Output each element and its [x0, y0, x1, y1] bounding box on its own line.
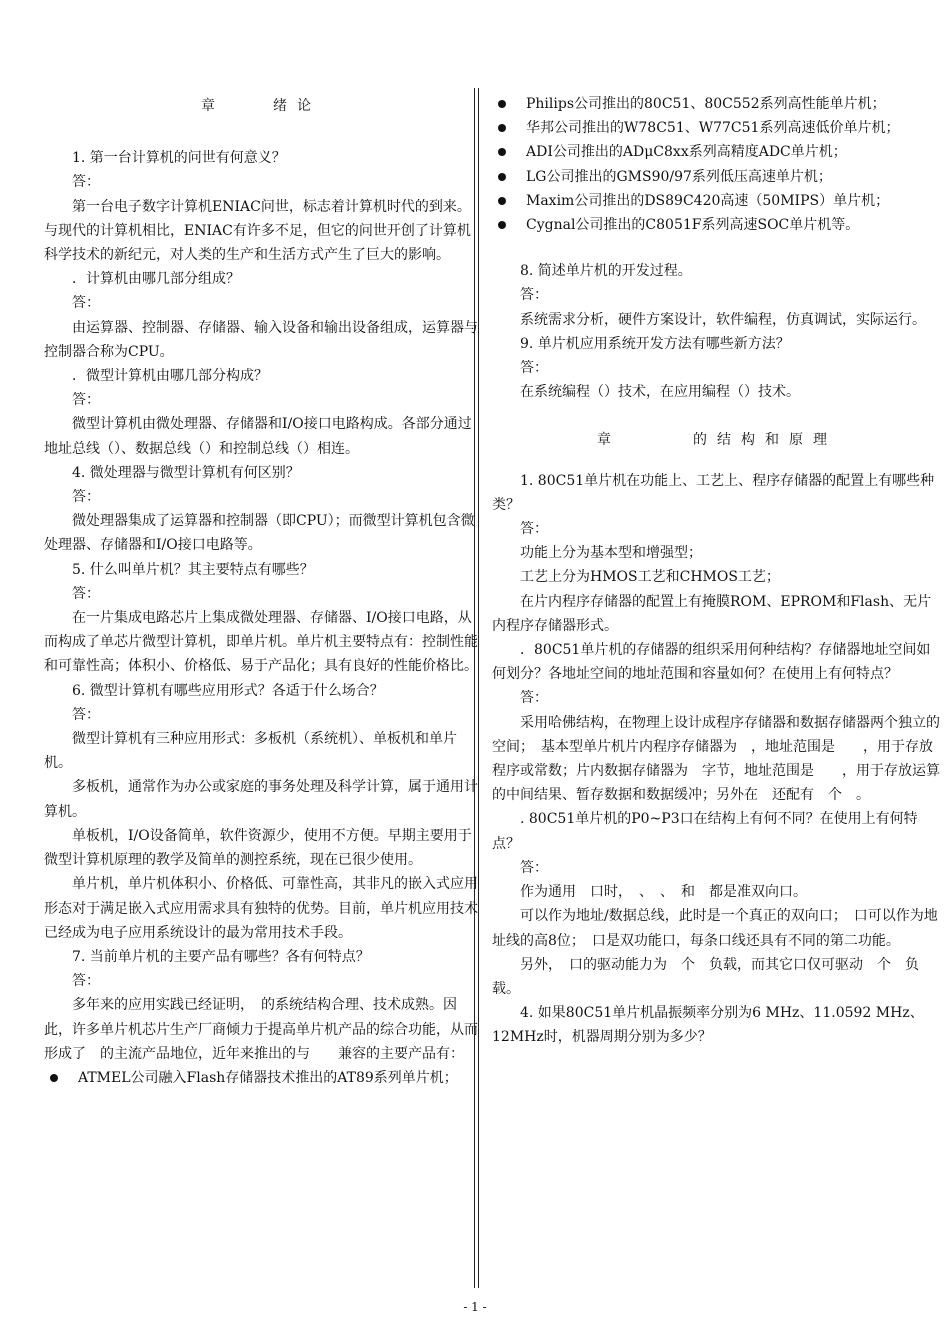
answer-paragraph: 多板机，通常作为办公或家庭的事务处理及科学计算，属于通用计算机。: [44, 779, 478, 820]
question-text: 4. 微处理器与微型计算机有何区别？: [72, 464, 300, 481]
right-blocks: [492, 92, 942, 1050]
spacer: [44, 124, 478, 146]
left-column: [44, 92, 478, 1090]
question-text: 4. 如果80C51单片机晶振频率分别为6 MHz、11.0592 MHz、12MHz时，机器周期分别为多少？: [492, 1005, 924, 1046]
answer-label: 答：: [72, 973, 100, 990]
bullet-icon: [498, 100, 506, 108]
answer-label: 答：: [520, 287, 548, 304]
list-item: [492, 189, 942, 213]
list-item-text: Maxim公司推出的DS89C420高速（50MIPS）单片机；: [526, 192, 890, 209]
list-item: [492, 92, 942, 116]
answer-label: 答：: [520, 690, 548, 707]
answer-paragraph: 微处理器集成了运算器和控制器（即CPU）；而微型计算机包含微处理器、存储器和I/O接口电路等。: [44, 513, 475, 554]
bullet-icon: [498, 173, 506, 181]
list-item-text: 华邦公司推出的W78C51、W77C51系列高速低价单片机；: [526, 120, 900, 137]
list-item: [492, 140, 942, 164]
bullet-icon: [498, 197, 506, 205]
answer-paragraph: 多年来的应用实践已经证明， 的系统结构合理、技术成熟。因此，许多单片机芯片生产厂商倾力于提高单片机产品的综合功能，从而形成了 的主流产品地位，近年来推出的与 兼容的主要产品有：: [44, 997, 478, 1062]
list-item: [44, 1066, 478, 1090]
spacer: [492, 404, 942, 426]
left-blocks: [44, 124, 478, 1090]
answer-paragraph: 系统需求分析，硬件方案设计，软件编程，仿真调试，实际运行。: [520, 311, 926, 328]
list-item: [492, 213, 942, 237]
answer-paragraph: 采用哈佛结构，在物理上设计成程序存储器和数据存储器两个独立的空间； 基本型单片机片内程序存储器为 ，地址范围是 ，用于存放程序或常数；片内数据存储器为 字节，地址范围是 ，用于存放运算的中间结果、暂存数据和数据缓冲；另外在 还配有 个 。: [492, 714, 940, 804]
answer-paragraph: 工艺上分为HMOS工艺和CHMOS工艺；: [520, 569, 780, 586]
question-text: 1. 第一台计算机的问世有何意义？: [72, 150, 286, 167]
answer-paragraph: 作为通用 口时， 、 、 和 都是准双向口。: [520, 884, 807, 901]
answer-paragraph: 微型计算机由微处理器、存储器和I/O接口电路构成。各部分通过地址总线（）、数据总线（）和控制总线（）相连。: [44, 416, 472, 457]
question-text: ．80C51单片机的存储器的组织采用何种结构？存储器地址空间如何划分？各地址空间的地址范围和容量如何？在使用上有何特点？: [492, 642, 931, 683]
answer-label: 答：: [520, 360, 548, 377]
question-text: 5. 什么叫单片机？其主要特点有哪些？: [72, 561, 314, 578]
answer-label: 答：: [72, 392, 100, 409]
question-text: 1. 80C51单片机在功能上、工艺上、程序存储器的配置上有哪些种类？: [492, 472, 935, 513]
chapter-heading: 章 绪论: [201, 98, 321, 114]
page-number: - 1 -: [463, 1300, 487, 1314]
answer-paragraph: 可以作为地址/数据总线，此时是一个真正的双向口； 口可以作为地址线的高8位； 口是双功能口，每条口线还具有不同的第二功能。: [492, 908, 938, 949]
bullet-icon: [498, 221, 506, 229]
question-text: ．计算机由哪几部分组成？: [72, 271, 240, 288]
list-item-text: Cygnal公司推出的C8051F系列高速SOC单片机等。: [526, 217, 860, 234]
answer-paragraph: 在系统编程（）技术，在应用编程（）技术。: [520, 384, 800, 401]
answer-paragraph: 功能上分为基本型和增强型；: [520, 545, 702, 562]
list-item-text: ADI公司推出的ADμC8xx系列高精度ADC单片机；: [526, 144, 847, 161]
question-text: 6. 微型计算机有哪些应用形式？各适于什么场合？: [72, 682, 384, 699]
answer-paragraph: 微型计算机有三种应用形式：多板机（系统机）、单板机和单片机。: [44, 731, 457, 772]
spacer: [492, 237, 942, 259]
question-text: 9. 单片机应用系统开发方法有哪些新方法？: [520, 335, 790, 352]
answer-label: 答：: [520, 859, 548, 876]
bullet-icon: [50, 1074, 58, 1082]
answer-paragraph: 另外， 口的驱动能力为 个 负载，而其它口仅可驱动 个 负载。: [492, 956, 919, 997]
answer-paragraph: 在片内程序存储器的配置上有掩膜ROM、EPROM和Flash、无片内程序存储器形式。: [492, 593, 932, 634]
answer-paragraph: 单片机，单片机体积小、价格低、可靠性高，其非凡的嵌入式应用形态对于满足嵌入式应用需求具有独特的优势。目前，单片机应用技术已经成为电子应用系统设计的最为常用技术手段。: [44, 876, 478, 941]
answer-label: 答：: [72, 489, 100, 506]
bullet-list: [44, 1066, 478, 1090]
answer-paragraph: 在一片集成电路芯片上集成微处理器、存储器、I/O接口电路，从而构成了单芯片微型计算机，即单片机。单片机主要特点有：控制性能和可靠性高；体积小、价格低、易于产品化；具有良好的性能价格比。: [44, 610, 478, 675]
bullet-icon: [498, 148, 506, 156]
answer-paragraph: 由运算器、控制器、存储器、输入设备和输出设备组成，运算器与控制器合称为CPU。: [44, 319, 478, 360]
answer-label: 答：: [520, 521, 548, 538]
bullet-list: [492, 92, 942, 237]
answer-label: 答：: [72, 585, 100, 602]
question-text: 8. 简述单片机的开发过程。: [520, 263, 692, 280]
answer-label: 答：: [72, 706, 100, 723]
answer-label: 答：: [72, 174, 100, 191]
answer-paragraph: 单板机，I/O设备简单，软件资源少，使用不方便。早期主要用于微型计算机原理的教学及简单的测控系统，现在已很少使用。: [44, 827, 472, 869]
list-item-text: ATMEL公司融入Flash存储器技术推出的AT89系列单片机；: [78, 1069, 458, 1086]
spacer: [492, 459, 942, 469]
answer-label: 答：: [72, 295, 100, 312]
answer-paragraph: 第一台电子数字计算机ENIAC问世，标志着计算机时代的到来。与现代的计算机相比，ENIAC有许多不足，但它的问世开创了计算机科学技术的新纪元，对人类的生产和生活方式产生了巨大的影响。: [44, 198, 471, 264]
list-item: [492, 165, 942, 189]
question-text: 7. 当前单片机的主要产品有哪些？各有何特点？: [72, 948, 370, 965]
list-item-text: LG公司推出的GMS90/97系列低压高速单片机；: [526, 168, 832, 185]
chapter-heading: 章 的结构和原理: [597, 432, 837, 449]
bullet-icon: [498, 124, 506, 132]
list-item-text: Philips公司推出的80C51、80C552系列高性能单片机；: [526, 96, 886, 112]
question-text: ．微型计算机由哪几部分构成？: [72, 368, 268, 385]
question-text: . 80C51单片机的P0~P3口在结构上有何不同？在使用上有何特点？: [492, 811, 918, 852]
right-column: [492, 92, 942, 1050]
list-item: [492, 116, 942, 140]
